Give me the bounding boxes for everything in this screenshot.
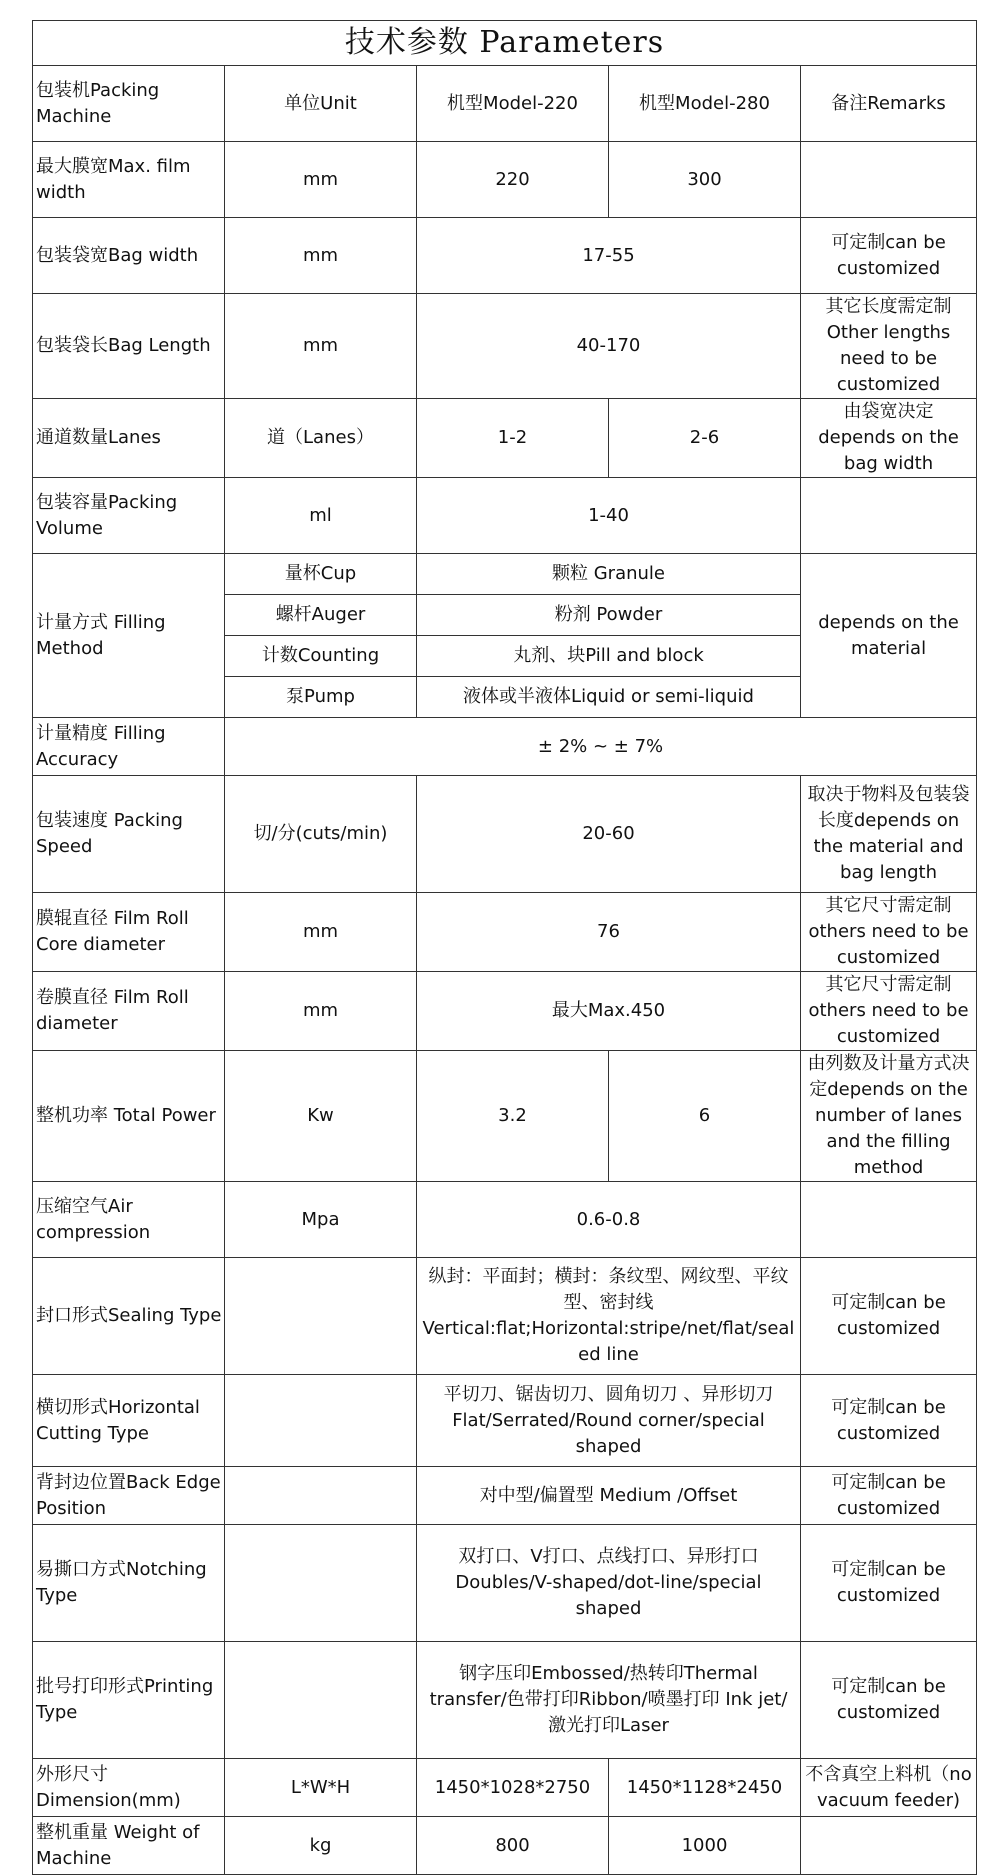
power-remarks: 由列数及计量方式决定depends on the number of lanes and the filling method [801, 1051, 977, 1182]
header-remarks: 备注Remarks [801, 66, 977, 142]
header-packing-machine: 包装机Packing Machine [33, 66, 225, 142]
cutting-value [417, 1375, 801, 1467]
bag-width-unit: mm [225, 218, 417, 294]
lanes-280: 2-6 [609, 399, 801, 478]
power-label: 整机功率 Total Power [33, 1051, 225, 1182]
weight-280: 1000 [609, 1817, 801, 1875]
dimension-220: 1450*1028*2750 [417, 1759, 609, 1817]
volume-remarks [801, 478, 977, 554]
weight-220: 800 [417, 1817, 609, 1875]
row-speed [33, 776, 977, 893]
volume-unit: ml [225, 478, 417, 554]
back-edge-value: 对中型/偏置型 Medium /Offset [417, 1467, 801, 1525]
notching-remarks: 可定制can be customized [801, 1525, 977, 1642]
roll-diameter-label: 卷膜直径 Film Roll diameter [33, 972, 225, 1051]
row-power [33, 1051, 977, 1182]
filling-type-pump: 泵Pump [225, 677, 417, 718]
cutting-label: 横切形式Horizontal Cutting Type [33, 1375, 225, 1467]
row-film-width [33, 142, 977, 218]
parameters-table [32, 20, 977, 1875]
row-roll-diameter [33, 972, 977, 1051]
row-dimension [33, 1759, 977, 1817]
row-notching [33, 1525, 977, 1642]
lanes-label: 通道数量Lanes [33, 399, 225, 478]
sealing-value [417, 1258, 801, 1375]
header-model-220: 机型Model-220 [417, 66, 609, 142]
air-remarks [801, 1182, 977, 1258]
volume-label: 包装容量Packing Volume [33, 478, 225, 554]
row-filling-cup [33, 554, 977, 595]
title-row [33, 21, 977, 66]
filling-method-label: 计量方式 Filling Method [33, 554, 225, 718]
row-accuracy [33, 718, 977, 776]
notching-value-en: Doubles/V-shaped/dot-line/special shaped [455, 1572, 762, 1619]
row-back-edge [33, 1467, 977, 1525]
back-edge-remarks: 可定制can be customized [801, 1467, 977, 1525]
bag-length-unit: mm [225, 294, 417, 399]
power-280: 6 [609, 1051, 801, 1182]
power-220: 3.2 [417, 1051, 609, 1182]
air-unit: Mpa [225, 1182, 417, 1258]
bag-length-remarks: 其它长度需定制Other lengths need to be customized [801, 294, 977, 399]
notching-value [417, 1525, 801, 1642]
speed-value: 20-60 [417, 776, 801, 893]
dimension-remarks: 不含真空上料机（no vacuum feeder) [801, 1759, 977, 1817]
filling-desc-powder: 粉剂 Powder [417, 595, 801, 636]
filling-type-auger: 螺杆Auger [225, 595, 417, 636]
back-edge-label: 背封边位置Back Edge Position [33, 1467, 225, 1525]
weight-remarks [801, 1817, 977, 1875]
row-air [33, 1182, 977, 1258]
sealing-remarks: 可定制can be customized [801, 1258, 977, 1375]
row-bag-length [33, 294, 977, 399]
core-diameter-remarks: 其它尺寸需定制others need to be customized [801, 893, 977, 972]
bag-width-value: 17-55 [417, 218, 801, 294]
core-diameter-label: 膜辊直径 Film Roll Core diameter [33, 893, 225, 972]
speed-unit: 切/分(cuts/min) [225, 776, 417, 893]
row-printing [33, 1642, 977, 1759]
volume-value: 1-40 [417, 478, 801, 554]
core-diameter-unit: mm [225, 893, 417, 972]
film-width-unit: mm [225, 142, 417, 218]
roll-diameter-unit: mm [225, 972, 417, 1051]
roll-diameter-value: 最大Max.450 [417, 972, 801, 1051]
weight-label: 整机重量 Weight of Machine [33, 1817, 225, 1875]
sealing-value-en: Vertical:flat;Horizontal:stripe/net/flat/sealed line [422, 1318, 795, 1365]
header-row [33, 66, 977, 142]
header-model-280: 机型Model-280 [609, 66, 801, 142]
bag-length-value: 40-170 [417, 294, 801, 399]
row-cutting [33, 1375, 977, 1467]
film-width-label: 最大膜宽Max. film width [33, 142, 225, 218]
sealing-label: 封口形式Sealing Type [33, 1258, 225, 1375]
bag-length-label: 包装袋长Bag Length [33, 294, 225, 399]
dimension-label: 外形尺寸Dimension(mm) [33, 1759, 225, 1817]
air-value: 0.6-0.8 [417, 1182, 801, 1258]
cutting-unit [225, 1375, 417, 1467]
dimension-280: 1450*1128*2450 [609, 1759, 801, 1817]
accuracy-value: ± 2% ~ ± 7% [225, 718, 977, 776]
cutting-value-en: Flat/Serrated/Round corner/special shaped [452, 1409, 765, 1457]
row-lanes [33, 399, 977, 478]
back-edge-unit [225, 1467, 417, 1525]
header-unit: 单位Unit [225, 66, 417, 142]
weight-unit: kg [225, 1817, 417, 1875]
row-core-diameter [33, 893, 977, 972]
notching-label: 易撕口方式Notching Type [33, 1525, 225, 1642]
filling-type-counting: 计数Counting [225, 636, 417, 677]
filling-desc-pill: 丸剂、块Pill and block [417, 636, 801, 677]
row-bag-width [33, 218, 977, 294]
cutting-remarks: 可定制can be customized [801, 1375, 977, 1467]
printing-unit [225, 1642, 417, 1759]
notching-unit [225, 1525, 417, 1642]
filling-method-remarks: depends on the material [801, 554, 977, 718]
air-label: 压缩空气Air compression [33, 1182, 225, 1258]
notching-value-cn: 双打口、V打口、点线打口、异形打口 [458, 1546, 759, 1567]
filling-desc-granule: 颗粒 Granule [417, 554, 801, 595]
bag-width-label: 包装袋宽Bag width [33, 218, 225, 294]
filling-desc-liquid: 液体或半液体Liquid or semi-liquid [417, 677, 801, 718]
printing-remarks: 可定制can be customized [801, 1642, 977, 1759]
row-volume [33, 478, 977, 554]
bag-width-remarks: 可定制can be customized [801, 218, 977, 294]
speed-label: 包装速度 Packing Speed [33, 776, 225, 893]
lanes-220: 1-2 [417, 399, 609, 478]
row-sealing [33, 1258, 977, 1375]
power-unit: Kw [225, 1051, 417, 1182]
sealing-value-cn: 纵封：平面封；横封：条纹型、网纹型、平纹型、密封线 [428, 1266, 789, 1313]
lanes-unit: 道（Lanes） [225, 399, 417, 478]
roll-diameter-remarks: 其它尺寸需定制others need to be customized [801, 972, 977, 1051]
dimension-unit: L*W*H [225, 1759, 417, 1817]
film-width-220: 220 [417, 142, 609, 218]
cutting-value-cn: 平切刀、锯齿切刀、圆角切刀 、异形切刀 [443, 1383, 774, 1405]
printing-label: 批号打印形式Printing Type [33, 1642, 225, 1759]
row-weight [33, 1817, 977, 1875]
table-title: 技术参数 Parameters [33, 21, 977, 66]
core-diameter-value: 76 [417, 893, 801, 972]
printing-value: 钢字压印Embossed/热转印Thermal transfer/色带打印Ribbon/喷墨打印 Ink jet/激光打印Laser [417, 1642, 801, 1759]
sealing-unit [225, 1258, 417, 1375]
film-width-280: 300 [609, 142, 801, 218]
filling-type-cup: 量杯Cup [225, 554, 417, 595]
film-width-remarks [801, 142, 977, 218]
accuracy-label: 计量精度 Filling Accuracy [33, 718, 225, 776]
lanes-remarks: 由袋宽决定 depends on the bag width [801, 399, 977, 478]
speed-remarks: 取决于物料及包装袋长度depends on the material and bag length [801, 776, 977, 893]
